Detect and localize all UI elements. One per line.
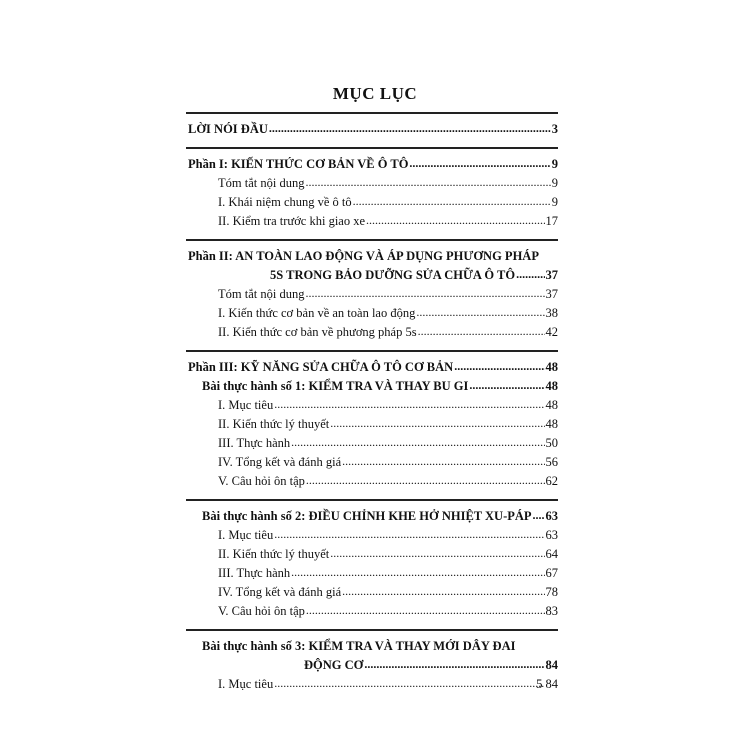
toc-entry[interactable] (186, 174, 558, 193)
leader-dots (305, 173, 550, 192)
toc-page-number: 17 (545, 214, 558, 228)
toc-entry-label: Tóm tắt nội dung (218, 176, 305, 190)
toc-entry-label: I. Kiến thức cơ bản về an toàn lao động (218, 306, 416, 320)
toc-entry-label: I. Mục tiêu (218, 677, 274, 691)
toc-entry[interactable] (186, 193, 558, 212)
toc-entry[interactable] (186, 564, 558, 583)
toc-entry-label: I. Mục tiêu (218, 398, 274, 412)
toc-page-number: 9 (551, 176, 558, 190)
leader-dots (416, 303, 544, 322)
toc-page-number: 67 (545, 566, 558, 580)
toc-entry[interactable] (186, 285, 558, 304)
toc-entry-label: II. Kiến thức lý thuyết (218, 417, 330, 431)
toc-entry[interactable] (186, 675, 558, 694)
toc-entry[interactable] (186, 545, 558, 564)
leader-dots (330, 544, 544, 563)
leader-dots (330, 414, 544, 433)
toc-page-number: 48 (545, 379, 558, 393)
toc-entry[interactable] (186, 602, 558, 621)
toc-entry-label: I. Mục tiêu (218, 528, 274, 542)
leader-dots (516, 265, 544, 284)
toc-entry-part2-line1[interactable]: Phần II: AN TOÀN LAO ĐỘNG VÀ ÁP DỤNG PHƯƠNG PHÁP (188, 249, 539, 263)
toc-page-number: 42 (545, 325, 558, 339)
toc-entry[interactable] (186, 583, 558, 602)
toc-entry[interactable] (186, 323, 558, 342)
toc-entry-label: LỜI NÓI ĐẦU (188, 122, 268, 136)
toc-entry-label: II. Kiến thức cơ bản về phương pháp 5s (218, 325, 417, 339)
toc-page-number: 56 (545, 455, 558, 469)
toc-entry[interactable] (186, 212, 558, 231)
toc-entry-part2[interactable] (186, 266, 558, 285)
leader-dots (418, 322, 545, 341)
leader-dots (274, 525, 544, 544)
toc-page-number: 84 (545, 677, 558, 691)
toc-page-number: 78 (545, 585, 558, 599)
toc-entry-label: III. Thực hành (218, 566, 291, 580)
toc-page-number: 48 (545, 360, 558, 374)
toc-page-number: 48 (545, 417, 558, 431)
toc-entry-label: Phần I: KIẾN THỨC CƠ BẢN VỀ Ô TÔ (188, 157, 409, 171)
leader-dots (291, 563, 544, 582)
leader-dots (305, 284, 544, 303)
toc-entry-exercise-1[interactable] (186, 377, 558, 396)
toc-entry-label: V. Câu hỏi ôn tập (218, 604, 305, 618)
toc-entry-exercise-3[interactable] (186, 656, 558, 675)
toc-page-number: 63 (545, 528, 558, 542)
toc-page-number: 83 (545, 604, 558, 618)
leader-dots (274, 395, 544, 414)
toc-page-number: 37 (545, 268, 558, 282)
leader-dots (454, 357, 544, 376)
toc-entry-exercise-3-line1[interactable]: Bài thực hành số 3: KIỂM TRA VÀ THAY MỚI DÂY ĐAI (202, 639, 516, 653)
toc-entry-label: III. Thực hành (218, 436, 291, 450)
toc-page-number: 48 (545, 398, 558, 412)
page-title: MỤC LỤC (332, 84, 418, 103)
toc-entry-label: Bài thực hành số 1: KIỂM TRA VÀ THAY BU GI (202, 379, 469, 393)
toc-entry[interactable] (186, 434, 558, 453)
toc-entry-part1[interactable] (186, 155, 558, 174)
toc-page-number: 38 (545, 306, 558, 320)
toc-entry[interactable] (186, 396, 558, 415)
toc-entry-label: Bài thực hành số 2: ĐIỀU CHỈNH KHE HỞ NHIỆT XU-PÁP (202, 509, 532, 523)
toc-page-number: 3 (551, 122, 558, 136)
toc-entry-label: 5S TRONG BẢO DƯỠNG SỬA CHỮA Ô TÔ (270, 268, 516, 282)
toc-entry-label: I. Khái niệm chung về ô tô (218, 195, 352, 209)
leader-dots (366, 211, 544, 230)
toc-entry-label: II. Kiểm tra trước khi giao xe (218, 214, 366, 228)
leader-dots (353, 192, 551, 211)
leader-dots (469, 376, 544, 395)
toc-entry[interactable] (186, 304, 558, 323)
toc-entry-label: Phần III: KỸ NĂNG SỬA CHỮA Ô TÔ CƠ BẢN (188, 360, 454, 374)
toc-page-number: 64 (545, 547, 558, 561)
toc-entry[interactable] (186, 526, 558, 545)
toc-entry-label: V. Câu hỏi ôn tập (218, 474, 305, 488)
toc-entry[interactable] (186, 472, 558, 491)
leader-dots (364, 655, 544, 674)
leader-dots (409, 154, 550, 173)
leader-dots (342, 452, 544, 471)
leader-dots (342, 582, 544, 601)
table-of-contents (186, 112, 558, 694)
toc-page-number: 9 (551, 195, 558, 209)
leader-dots (306, 601, 545, 620)
toc-page-number: 84 (545, 658, 558, 672)
page-number: 5 (536, 676, 543, 691)
toc-entry-label: IV. Tổng kết và đánh giá (218, 455, 342, 469)
toc-page-number: 37 (545, 287, 558, 301)
toc-entry-preface[interactable] (186, 120, 558, 139)
toc-entry-label: IV. Tổng kết và đánh giá (218, 585, 342, 599)
toc-entry-exercise-2[interactable] (186, 507, 558, 526)
toc-page-number: 63 (545, 509, 558, 523)
toc-entry-label: Tóm tắt nội dung (218, 287, 305, 301)
toc-page-number: 62 (545, 474, 558, 488)
toc-page-number: 9 (551, 157, 558, 171)
leader-dots (274, 674, 544, 693)
leader-dots (533, 506, 545, 525)
toc-entry[interactable] (186, 453, 558, 472)
leader-dots (291, 433, 544, 452)
toc-page-number: 50 (545, 436, 558, 450)
leader-dots (269, 119, 551, 138)
toc-entry-label: ĐỘNG CƠ (304, 658, 364, 672)
toc-entry[interactable] (186, 415, 558, 434)
leader-dots (306, 471, 545, 490)
toc-entry-part3[interactable] (186, 358, 558, 377)
toc-entry-label: II. Kiến thức lý thuyết (218, 547, 330, 561)
